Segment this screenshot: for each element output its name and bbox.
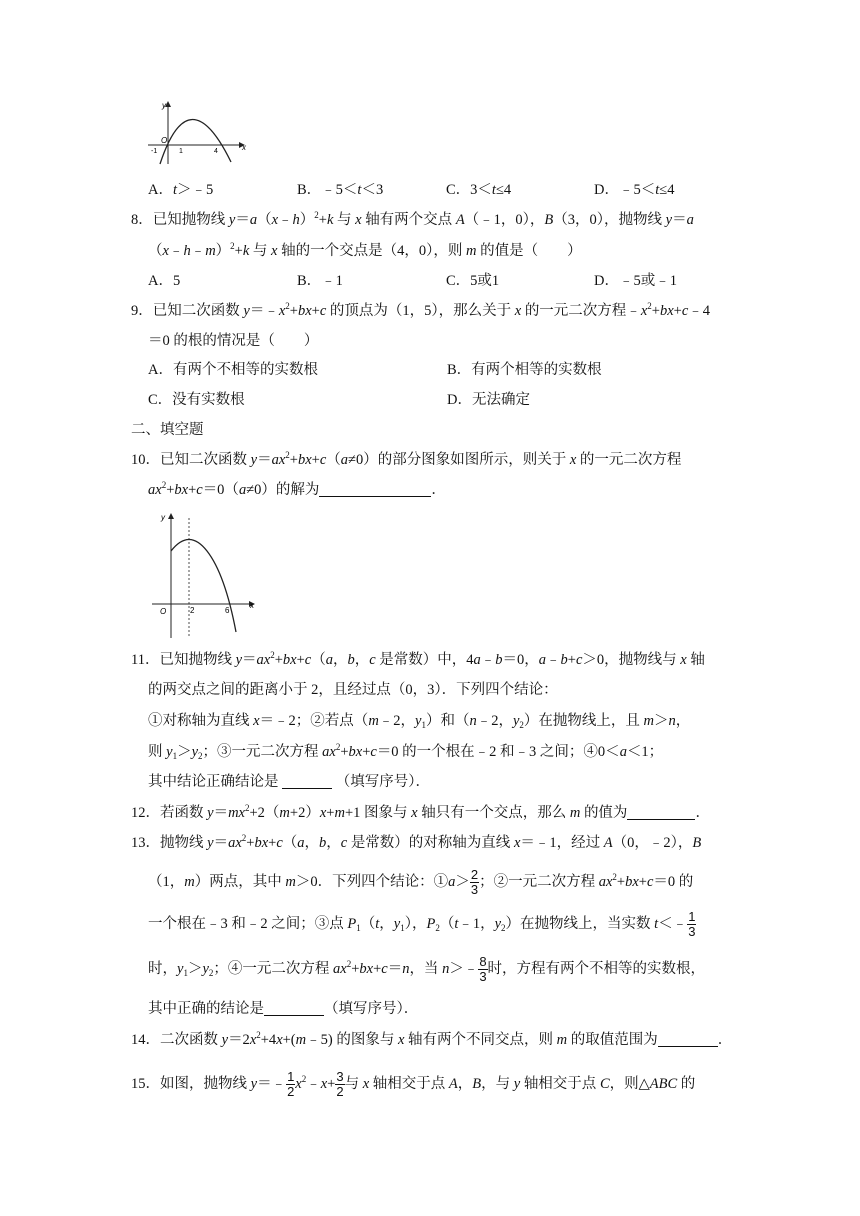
- q10-parabola-graph: [146, 508, 260, 640]
- q8-option-b[interactable]: B．﹣1: [297, 273, 343, 289]
- q12-stem: 12．若函数 $y=mx^2+2(m+2)x+m+1$ 图象与 x 轴只有一个交点，那么 m 的值为 ．: [131, 803, 710, 821]
- q9-stem-line2: ＝0 的根的情况是（ ）: [148, 333, 319, 349]
- q14-stem: 14．二次函数 $y=2x^2+4x+(m﹣5)$ 的图象与 x 轴有两个不同交点，则 m 的取值范围为 ．: [131, 1030, 733, 1048]
- q11-answer-blank[interactable]: [282, 774, 332, 789]
- q11-stem-line3: ①对称轴为直线 x＝﹣2；②若点（m﹣2，$y_1$）和（n﹣2，$y_2$）在抛物线上，且 m＞n，: [148, 713, 691, 730]
- section-title-fill-in: 二、填空题: [131, 422, 204, 438]
- q9-option-c[interactable]: C．没有实数根: [148, 392, 245, 408]
- q7-parabola-curve: [160, 119, 231, 164]
- q13-fraction-8-3: $\frac{8}{3}$: [479, 954, 487, 984]
- q9-option-a[interactable]: A．有两个不相等的实数根: [148, 362, 318, 378]
- q8-option-d[interactable]: D．﹣5或﹣1: [594, 273, 677, 289]
- q7-y-label: y: [162, 101, 166, 110]
- q15-stem-line1: 15．如图，抛物线 y＝﹣ $\frac{1}{2}$ $x^2﹣x+$ $\frac{3}{2}$ 与 x 轴相交于点 A，B，与 y 轴相交于点 C，则△ABC 的: [131, 1069, 696, 1099]
- q7-x-label: x: [242, 143, 246, 152]
- q13-stem-line2: （1，m）两点，其中 m＞0．下列四个结论：①a＞ $\frac{2}{3}$ ；②一元二次方程 $ax^2+bx+c=0$ 的: [148, 867, 694, 897]
- q13-stem-line4: 时，$y_1>y_2$；④一元二次方程 $ax^2+bx+c=n$，当 n＞﹣ $\frac{8}{3}$ 时，方程有两个不相等的实数根，: [148, 954, 706, 984]
- q7-tick-1: 1: [179, 148, 183, 155]
- q10-stem-line2: $ax^2+bx+c=0(a\ne 0)$的解为 ．: [148, 480, 446, 498]
- q11-stem-line2: 的两交点之间的距离小于 2，且经过点（0，3）．下列四个结论：: [148, 682, 558, 698]
- q13-stem-line3: 一个根在﹣3 和﹣2 之间；③点 $P_1(t$，$y_1$），$P_2(t﹣1$，$y_2$）在抛物线上，当实数 t＜﹣ $\frac{1}{3}$: [148, 909, 696, 939]
- q13-answer-blank[interactable]: [264, 1001, 324, 1016]
- q10-y-label: y: [161, 513, 165, 522]
- q15-fraction-3-2: $\frac{3}{2}$: [336, 1069, 344, 1099]
- q10-parabola-curve: [171, 540, 236, 633]
- q15-fraction-1-2: $\frac{1}{2}$: [287, 1069, 295, 1099]
- q13-fraction-1-3: $\frac{1}{3}$: [688, 909, 696, 939]
- q9-stem-line1: 9．已知二次函数 $y=﹣x^2+bx+c$ 的顶点为（1，5），那么关于 x 的一元二次方程$﹣x^2+bx+c﹣4$: [131, 301, 710, 319]
- q7-option-d[interactable]: D．﹣5＜t≤4: [594, 182, 675, 198]
- q7-option-a[interactable]: A．t＞﹣5: [148, 182, 214, 198]
- q10-tick-2: 2: [190, 606, 195, 615]
- q7-tick-4: 4: [214, 148, 218, 155]
- q10-x-label: x: [250, 601, 254, 610]
- q10-stem-line1: 10．已知二次函数 $y=ax^2+bx+c(a\ne 0)$的部分图象如图所示，则关于 x 的一元二次方程: [131, 450, 682, 468]
- q11-stem-line4: 则 $y_1>y_2$；③一元二次方程 $ax^2+bx+c=0$ 的一个根在﹣2 和﹣3 之间；④0＜a＜1；: [148, 742, 664, 761]
- q8-stem-line1: 8．已知抛物线 y＝a（x﹣h）$^2$+k 与 x 轴有两个交点 A（﹣1，0），B（3，0），抛物线 y＝a: [131, 210, 694, 228]
- q14-answer-blank[interactable]: [658, 1032, 718, 1047]
- q13-stem-line5: 其中正确的结论是 （填写序号）．: [148, 1001, 419, 1017]
- q9-option-d[interactable]: D．无法确定: [447, 392, 530, 408]
- q10-origin-label: O: [160, 607, 167, 616]
- q12-answer-blank[interactable]: [627, 805, 695, 820]
- q11-stem-line5: 其中结论正确结论是 （填写序号）．: [148, 774, 430, 790]
- q10-tick-6: 6: [225, 606, 230, 615]
- q13-fraction-2-3: $\frac{2}{3}$: [470, 867, 479, 897]
- q8-stem-line2: （x﹣h﹣m）$^2$+k 与 x 轴的一个交点是（4，0），则 m 的值是（ ）: [148, 241, 582, 259]
- q7-origin-label: O: [161, 136, 168, 145]
- q7-parabola-graph: [146, 98, 252, 166]
- q8-option-a[interactable]: A．5: [148, 273, 181, 289]
- q7-tick-neg1: -1: [151, 148, 158, 155]
- q9-option-b[interactable]: B．有两个相等的实数根: [447, 362, 602, 378]
- q10-answer-blank[interactable]: [319, 482, 431, 497]
- q13-stem-line1: 13．抛物线 $y=ax^2+bx+c(a$，b，c 是常数）的对称轴为直线 x＝﹣1，经过 A（0，﹣2），B: [131, 833, 702, 851]
- q11-stem-line1: 11．已知抛物线 $y=ax^2+bx+c(a$，b，c 是常数）中，4a﹣b＝0，a﹣b+c＞0，抛物线与 x 轴: [131, 650, 705, 668]
- q7-option-c[interactable]: C．3＜t≤4: [446, 182, 512, 198]
- q7-option-b[interactable]: B．﹣5＜t＜3: [297, 182, 384, 198]
- q8-option-c[interactable]: C．5或1: [446, 273, 500, 289]
